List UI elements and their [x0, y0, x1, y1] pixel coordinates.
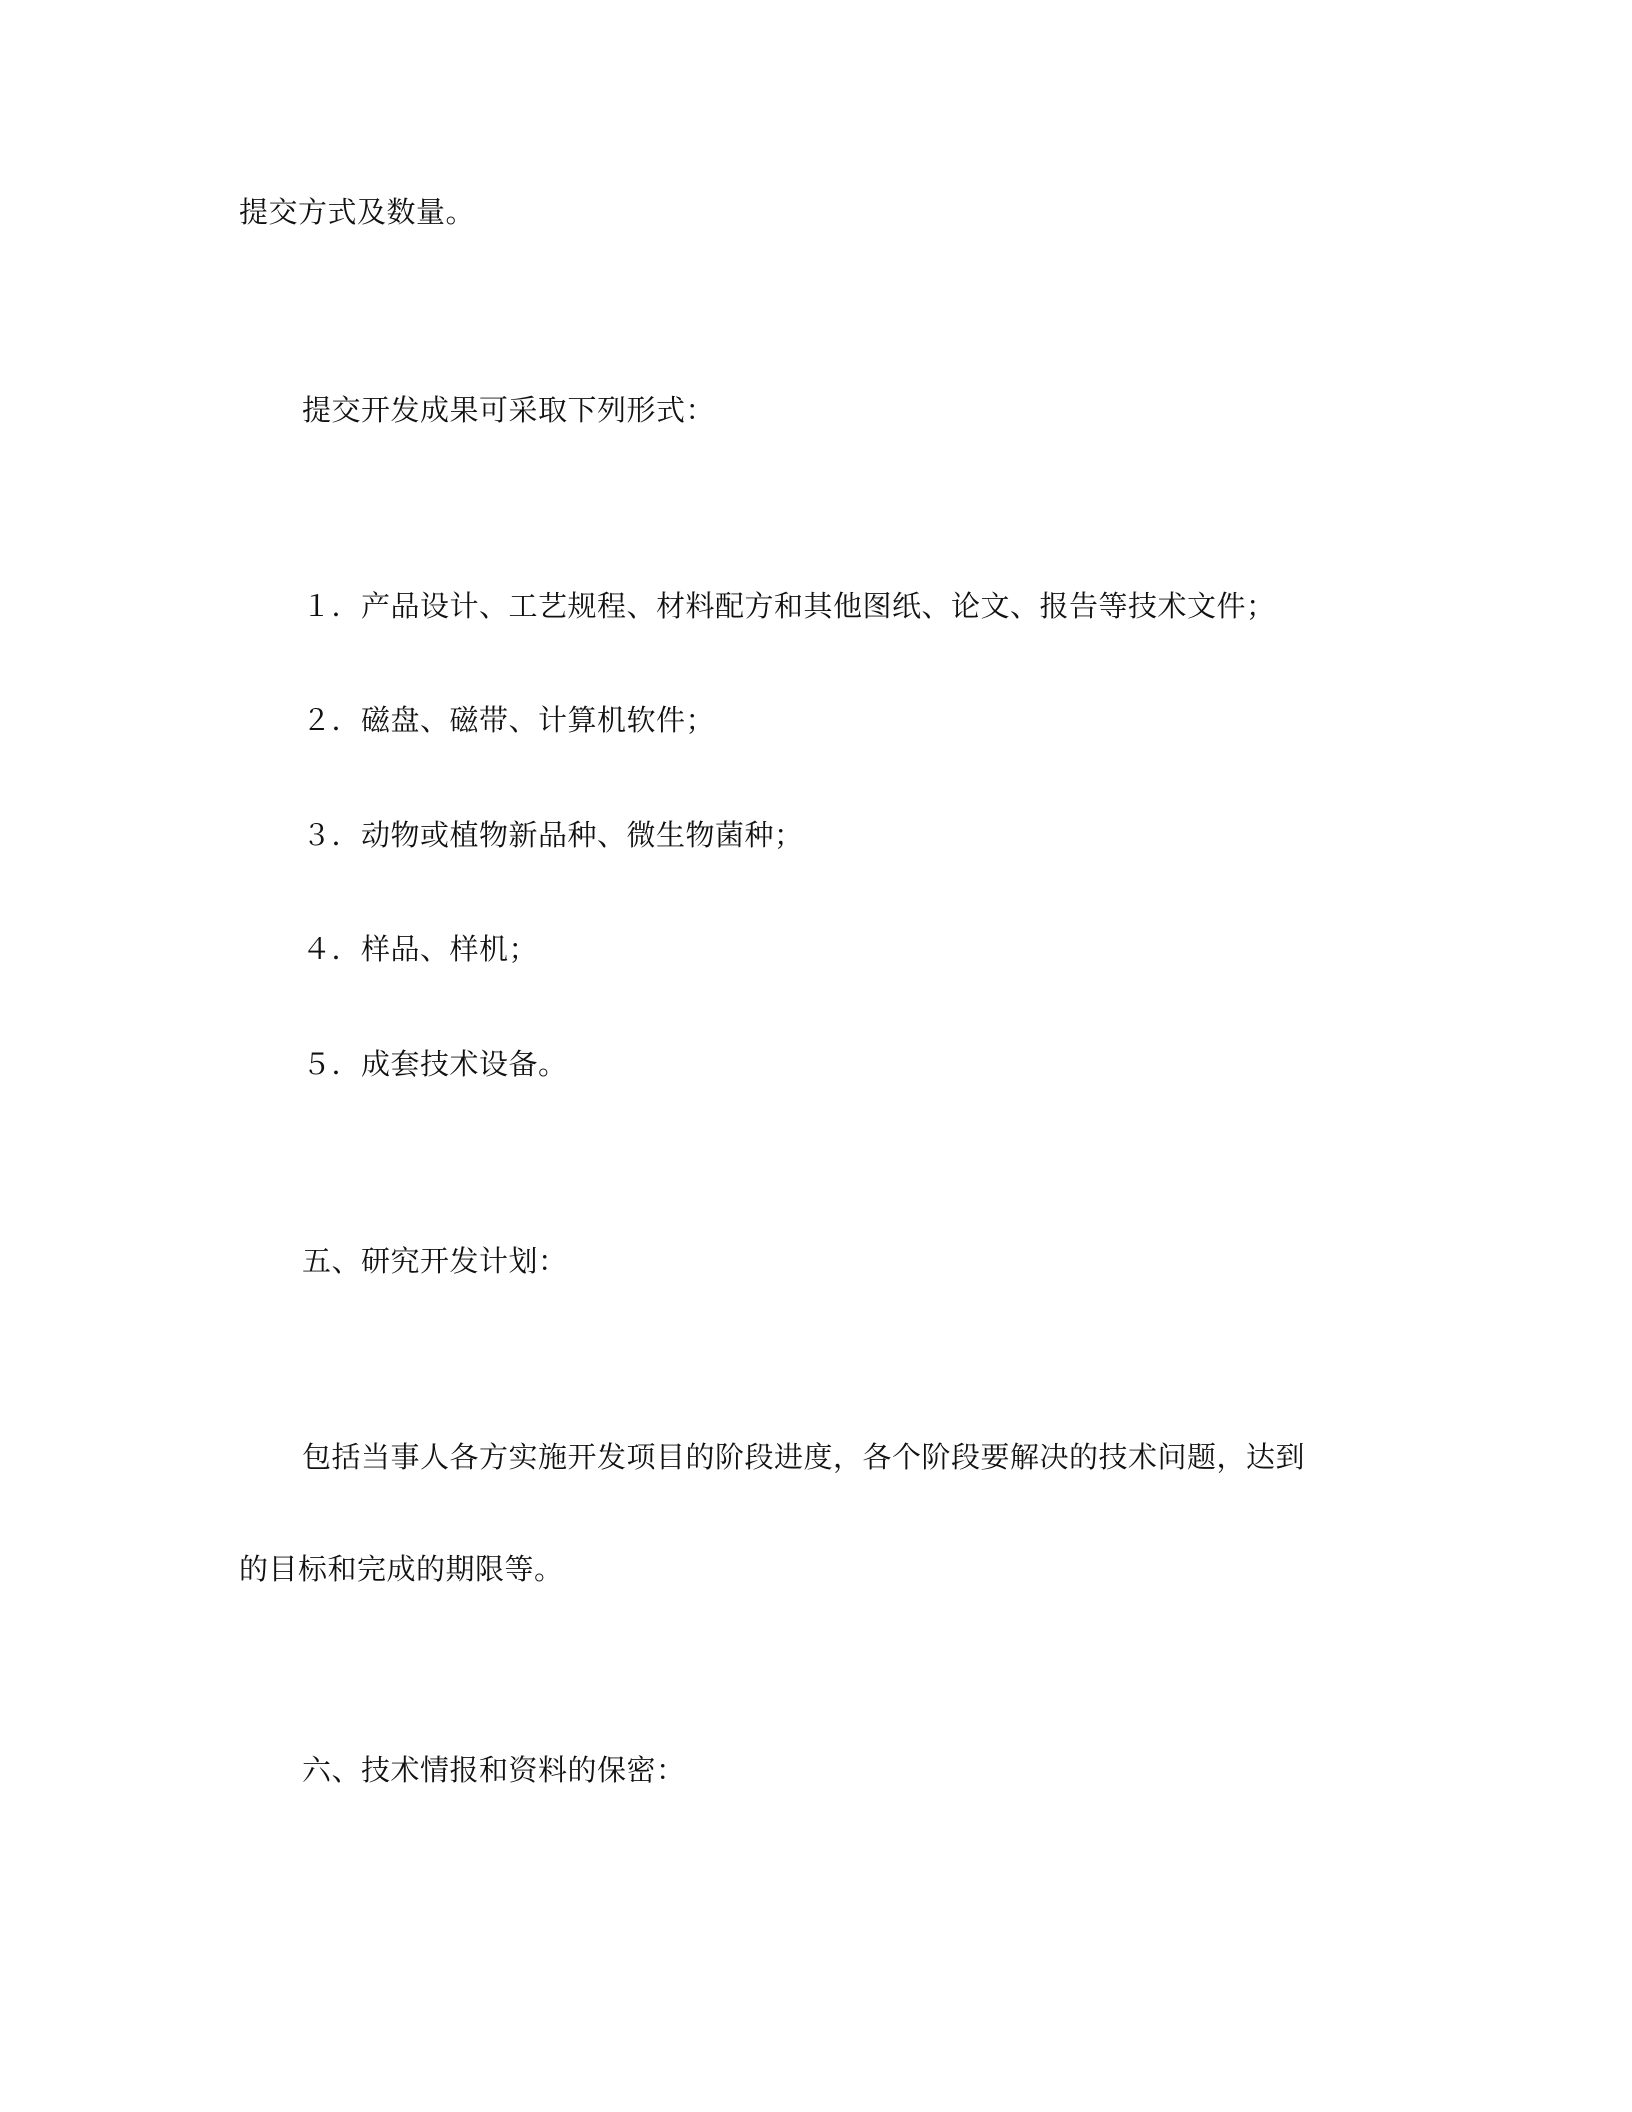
list-item-samples-prototypes: ４．样品、样机；	[302, 932, 539, 966]
paragraph-rd-plan-body-line2: 的目标和完成的期限等。	[239, 1552, 564, 1586]
list-item-technical-equipment: ５．成套技术设备。	[302, 1047, 568, 1081]
list-item-technical-documents: １．产品设计、工艺规程、材料配方和其他图纸、论文、报告等技术文件；	[302, 589, 1276, 623]
section-heading-confidentiality: 六、技术情报和资料的保密：	[302, 1753, 686, 1787]
paragraph-deliverable-forms-intro: 提交开发成果可采取下列形式：	[302, 393, 716, 427]
paragraph-rd-plan-body-line1: 包括当事人各方实施开发项目的阶段进度，各个阶段要解决的技术问题，达到	[302, 1440, 1306, 1474]
paragraph-submission-method: 提交方式及数量。	[239, 195, 476, 229]
section-heading-rd-plan: 五、研究开发计划：	[302, 1244, 568, 1278]
list-item-software-media: ２．磁盘、磁带、计算机软件；	[302, 703, 716, 737]
list-item-biological-varieties: ３．动物或植物新品种、微生物菌种；	[302, 818, 804, 852]
